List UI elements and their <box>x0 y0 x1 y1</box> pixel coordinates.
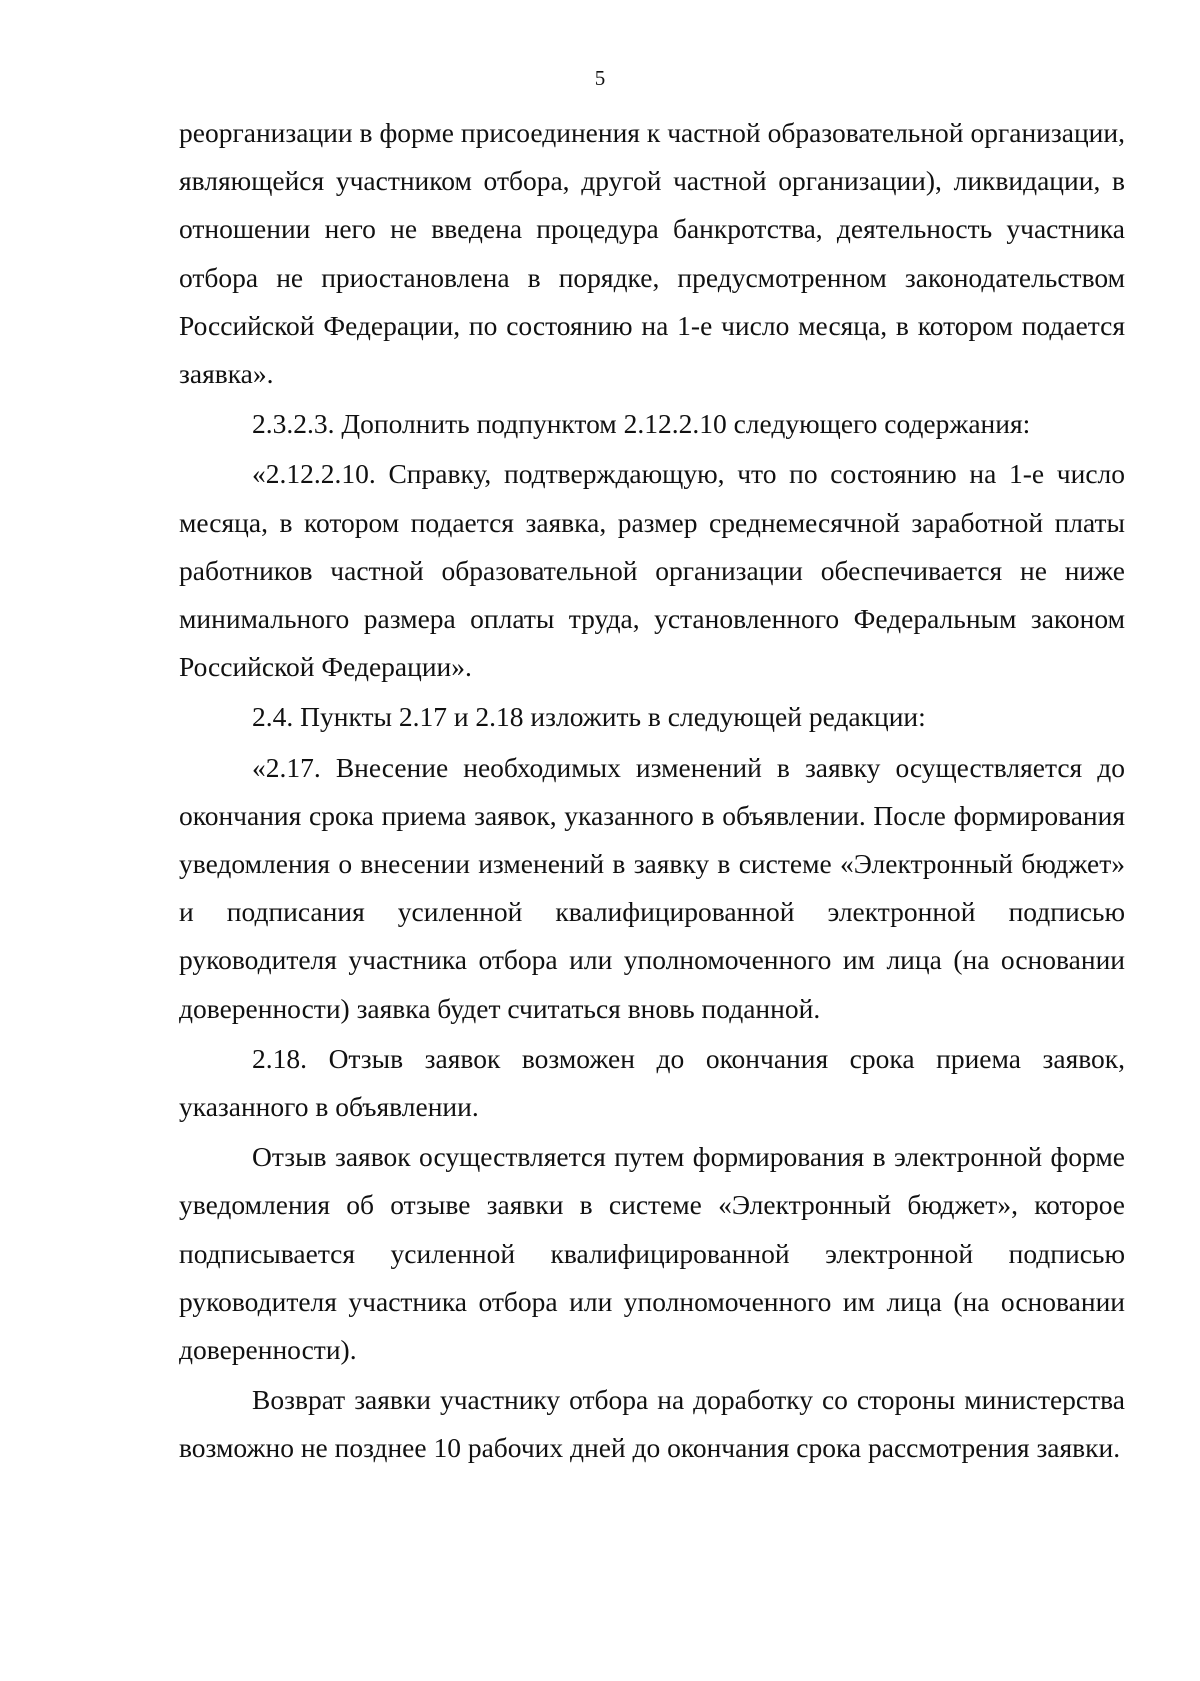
paragraph-withdrawal-procedure: Отзыв заявок осуществляется путем формирования в электронной форме уведомления об отзыве заявки в системе «Электронный бюджет», которое подписывается усиленной квалифицированной электронной подписью руководителя участника отбора или уполномоченного им лица (на основании доверенности). <box>179 1141 1125 1366</box>
document-body <box>179 109 1125 1473</box>
paragraph-2-18: 2.18. Отзыв заявок возможен до окончания срока приема заявок, указанного в объявлении. <box>179 1042 1125 1123</box>
page-number: 5 <box>594 66 606 90</box>
paragraph-2-17: «2.17. Внесение необходимых изменений в заявку осуществляется до окончания срока приема заявок, указанного в объявлении. После формирования уведомления о внесении изменений в заявку в системе «Электронный бюджет» и подписания усиленной квалифицированной электронной подписью руководителя участника отбора или уполномоченного им лица (на основании доверенности) заявка будет считаться вновь поданной. <box>179 751 1125 1024</box>
paragraph-2-3-2-3: 2.3.2.3. Дополнить подпунктом 2.12.2.10 следующего содержания: <box>252 408 1031 440</box>
paragraph-2-12-2-10: «2.12.2.10. Справку, подтверждающую, что по состоянию на 1-е число месяца, в котором подается заявка, размер среднемесячной заработной платы работников частной образовательной организации обеспечивается не ниже минимального размера оплаты труда, установленного Федеральным законом Российской Федерации». <box>179 458 1125 683</box>
paragraph-reorganization-continuation: реорганизации в форме присоединения к частной образовательной организации, являющейся участником отбора, другой частной организации), ликвидации, в отношении него не введена процедура банкротства, деятельность участника отбора не приостановлена в порядке, предусмотренном законодательством Российской Федерации, по состоянию на 1-е число месяца, в котором подается заявка». <box>179 117 1125 390</box>
paragraph-return-for-revision: Возврат заявки участнику отбора на доработку со стороны министерства возможно не позднее 10 рабочих дней до окончания срока рассмотрения заявки. <box>179 1384 1125 1464</box>
paragraph-2-4: 2.4. Пункты 2.17 и 2.18 изложить в следующей редакции: <box>252 701 926 733</box>
